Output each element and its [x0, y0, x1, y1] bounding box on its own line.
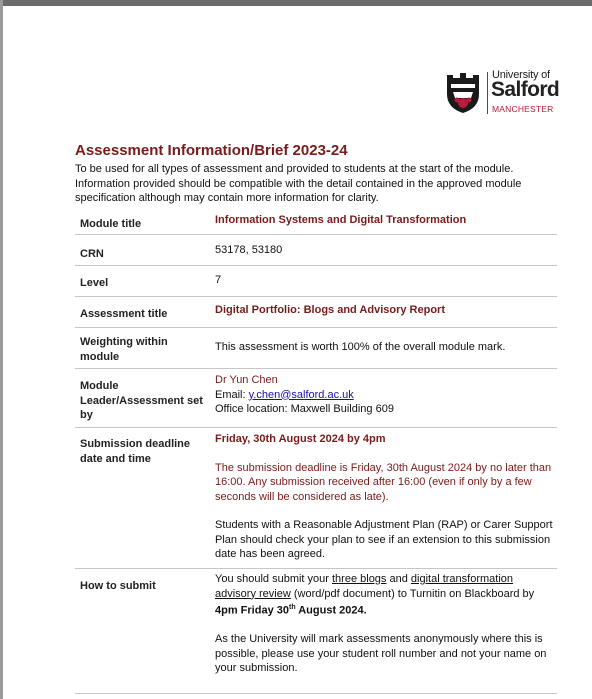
- row-how-to-submit: [75, 569, 557, 694]
- logo-manchester: MANCHESTER: [492, 104, 554, 114]
- submit-text-b: and: [386, 573, 411, 585]
- module-title-value: Information Systems and Digital Transformation: [215, 214, 467, 226]
- level-label: Level: [80, 277, 109, 289]
- university-logo: [443, 68, 560, 118]
- weighting-value: This assessment is worth 100% of the overall module mark.: [215, 341, 506, 353]
- assessment-title-label: Assessment title: [80, 308, 168, 320]
- logo-salford: Salford: [491, 78, 560, 101]
- deadline-rap-note: Students with a Reasonable Adjustment Plan (RAP) or Carer Support Plan should check your plan to see if an extension to this submission date has been agreed.: [215, 519, 553, 560]
- row-level: [75, 266, 557, 297]
- deadline-label: Submission deadline date and time: [80, 438, 191, 465]
- row-module-leader: [75, 369, 557, 428]
- deadline-detail: The submission deadline is Friday, 30th August 2024 by no later than 16:00. Any submission received after 16:00 (even if only by a few seconds will be considered as late).: [215, 461, 552, 503]
- level-value: 7: [215, 274, 222, 286]
- leader-name: Dr Yun Chen: [215, 374, 278, 386]
- row-crn: [75, 235, 557, 266]
- advisory-review-link[interactable]: digital transformation advisory review: [215, 573, 514, 600]
- logo-divider: [487, 72, 488, 114]
- page-left-border: [0, 0, 3, 699]
- logo-university-of: University of: [492, 69, 550, 81]
- row-weighting: [75, 328, 557, 369]
- anonymous-marking-note: As the University will mark assessments anonymously where this is possible, please use your student roll number and not your name on your submission.: [215, 633, 547, 675]
- crn-label: CRN: [80, 248, 104, 260]
- how-to-submit-instructions: [215, 572, 555, 618]
- deadline-value: [215, 432, 555, 562]
- row-module-title: [75, 208, 557, 235]
- leader-office: Office location: Maxwell Building 609: [215, 403, 394, 415]
- assessment-title-value: Digital Portfolio: Blogs and Advisory Report: [215, 304, 445, 316]
- university-crest-icon: [443, 72, 483, 114]
- deadline-headline: Friday, 30th August 2024 by 4pm: [215, 433, 386, 445]
- submit-deadline-bold: 4pm Friday 30: [215, 604, 289, 617]
- intro-text: To be used for all types of assessment and provided to students at the start of the module. Information provided should be compatible with the detail contained in the approved module specification although may contain more information for clarity.: [75, 163, 522, 204]
- leader-email-prefix: Email:: [215, 388, 249, 401]
- page-top-border: [0, 0, 592, 6]
- submit-text-a: You should submit your: [215, 573, 332, 585]
- submit-deadline-sup: th: [288, 604, 296, 611]
- how-to-submit-label: How to submit: [80, 580, 156, 592]
- row-submission-deadline: [75, 428, 557, 569]
- leader-email-link[interactable]: y.chen@salford.ac.uk: [248, 388, 354, 401]
- document-title: Assessment Information/Brief 2023-24: [75, 142, 348, 159]
- crn-value: 53178, 53180: [215, 244, 283, 256]
- module-leader-value: [215, 373, 555, 417]
- submit-deadline-bold-2: August 2024.: [295, 604, 367, 617]
- weighting-label: Weighting within module: [80, 336, 168, 363]
- submit-text-c: (word/pdf document) to Turnitin on Blackboard by: [290, 587, 535, 600]
- row-assessment-title: [75, 297, 557, 328]
- module-title-label: Module title: [80, 218, 142, 230]
- how-to-submit-value: [215, 572, 555, 676]
- three-blogs-link[interactable]: three blogs: [332, 573, 387, 585]
- leader-email-line: [215, 388, 555, 403]
- module-leader-label: Module Leader/Assessment set by: [80, 380, 203, 421]
